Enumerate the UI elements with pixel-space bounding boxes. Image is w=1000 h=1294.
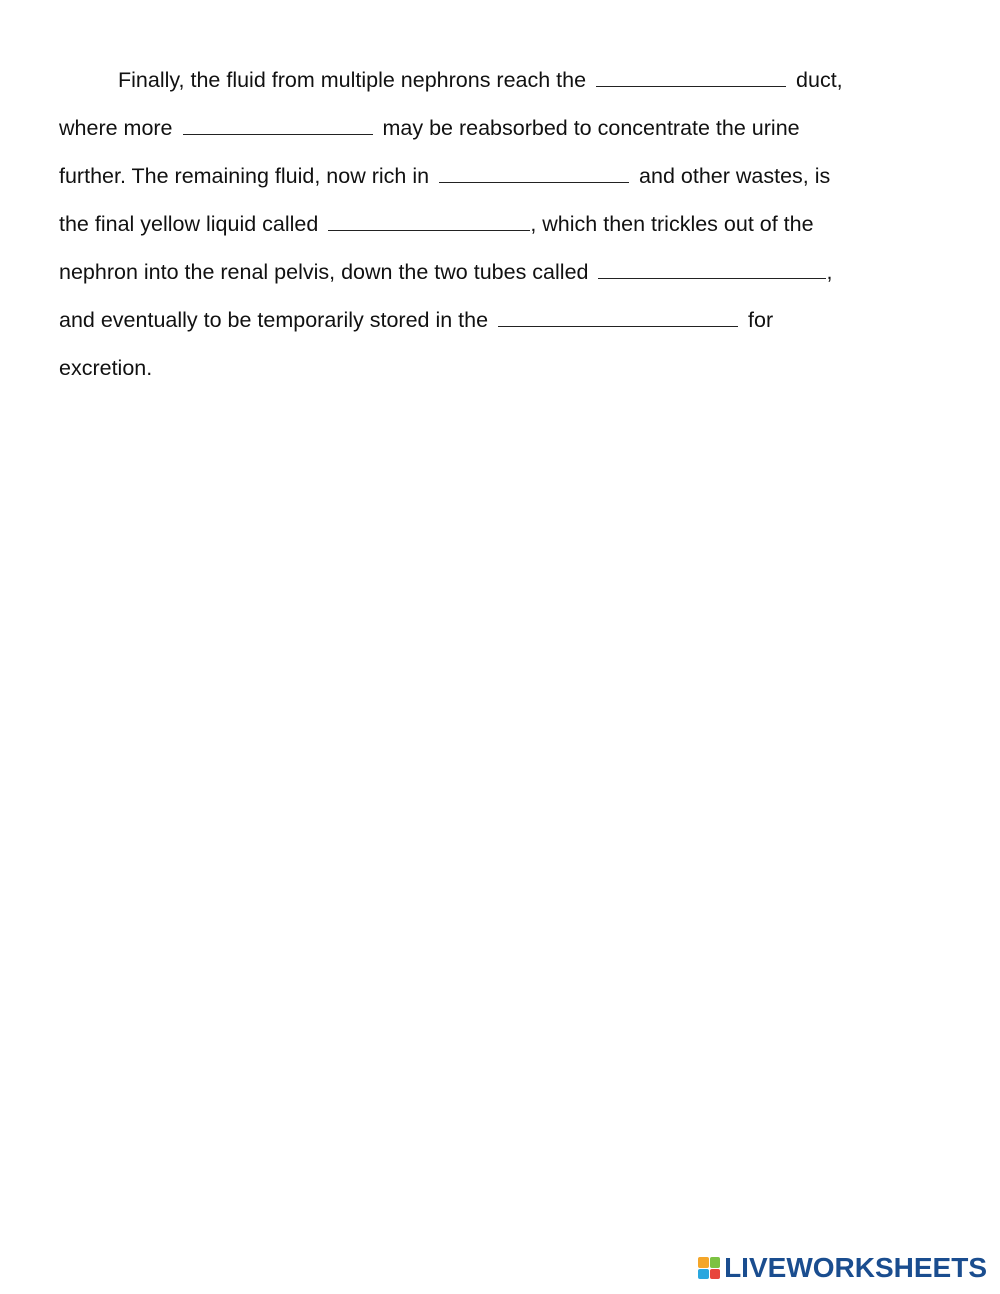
paragraph-line-6 [59, 296, 939, 344]
line-1-text-before: Finally, the fluid from multiple nephrons reach the [118, 68, 587, 92]
liveworksheets-brand-text: LIVEWORKSHEETS [724, 1252, 987, 1283]
line-6-text-before: and eventually to be temporarily stored in the [59, 308, 489, 332]
worksheet-paragraph [59, 56, 939, 392]
blank-storage-organ[interactable] [498, 309, 738, 327]
logo-tile-green [710, 1257, 721, 1268]
line-6-text-after: for [748, 308, 774, 332]
line-4-text-after: , which then trickles out of the [530, 212, 814, 236]
paragraph-line-4 [59, 200, 939, 248]
line-1-text-after: duct, [796, 68, 843, 92]
paragraph-line-2 [59, 104, 939, 152]
blank-two-tubes[interactable] [598, 261, 826, 279]
line-5-text-before: nephron into the renal pelvis, down the two tubes called [59, 260, 589, 284]
line-2-text-after: may be reabsorbed to concentrate the urine [382, 116, 800, 140]
blank-reabsorbed-substance[interactable] [183, 117, 373, 135]
paragraph-line-5 [59, 248, 939, 296]
line-7-text: excretion. [59, 356, 153, 380]
logo-tile-blue [698, 1269, 709, 1280]
paragraph-line-7 [59, 344, 939, 392]
line-3-text-before: further. The remaining fluid, now rich in [59, 164, 430, 188]
liveworksheets-logo-icon [698, 1257, 720, 1279]
blank-collecting-duct[interactable] [596, 69, 786, 87]
paragraph-line-3 [59, 152, 939, 200]
blank-waste-rich-in[interactable] [439, 165, 629, 183]
line-4-text-before: the final yellow liquid called [59, 212, 319, 236]
logo-tile-red [710, 1269, 721, 1280]
blank-final-liquid[interactable] [328, 213, 530, 231]
logo-tile-orange [698, 1257, 709, 1268]
liveworksheets-logo [698, 1254, 987, 1282]
line-2-text-before: where more [59, 116, 173, 140]
line-3-text-after: and other wastes, is [639, 164, 831, 188]
line-5-text-after: , [826, 260, 833, 284]
paragraph-line-1 [59, 56, 939, 104]
